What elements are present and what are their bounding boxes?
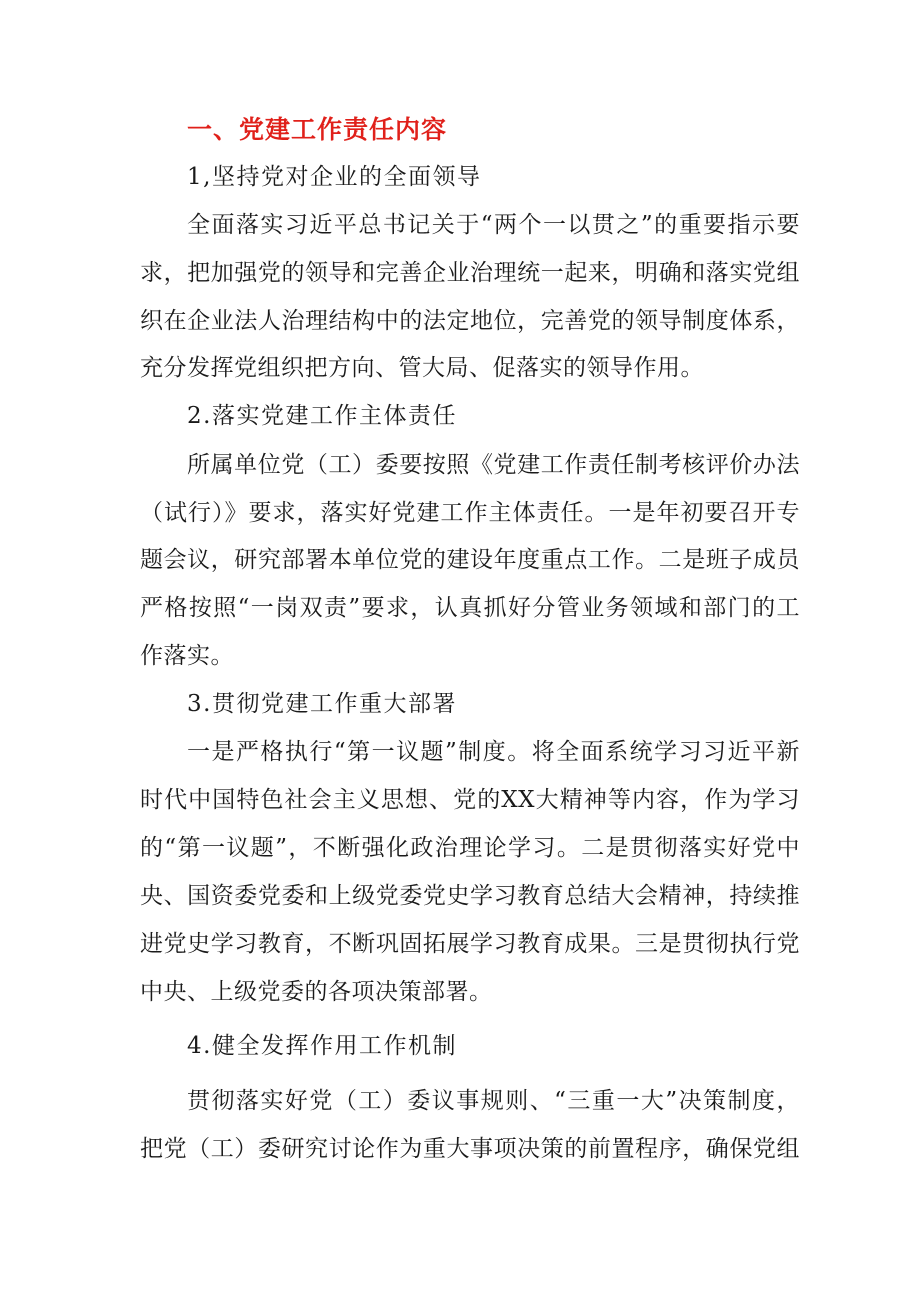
paragraph-line: 所属单位党（工）委要按照《党建工作责任制考核评价办法 [187,452,800,478]
paragraph-line: 织在企业法人治理结构中的法定地位，完善党的领导制度体系， [140,308,800,334]
section-title: 一、党建工作责任内容 [187,115,448,144]
paragraph-line: 全面落实习近平总书记关于“两个一以贯之”的重要指示要 [187,212,800,238]
paragraph-line: 求，把加强党的领导和完善企业治理统一起来，明确和落实党组 [140,260,800,286]
paragraph-line: 的“第一议题”，不断强化政治理论学习。二是贯彻落实好党中 [140,835,800,861]
item-heading-1: 1,坚持党对企业的全面领导 [187,164,482,190]
paragraph-line: 严格按照“一岗双责”要求，认真抓好分管业务领域和部门的工 [140,595,800,621]
item-heading-2: 2.落实党建工作主体责任 [187,403,457,429]
item-heading-3: 3.贯彻党建工作重大部署 [187,691,457,717]
paragraph-line: 作落实。 [140,643,234,669]
paragraph-line: 央、国资委党委和上级党委党史学习教育总结大会精神，持续推 [140,883,800,909]
paragraph-line: （试行）》要求，落实好党建工作主体责任。一是年初要召开专 [140,500,800,526]
paragraph-line: 充分发挥党组织把方向、管大局、促落实的领导作用。 [140,355,704,381]
paragraph-line: 题会议，研究部署本单位党的建设年度重点工作。二是班子成员 [140,547,800,573]
paragraph-line: 贯彻落实好党（工）委议事规则、“三重一大”决策制度， [187,1088,800,1114]
paragraph-line: 中央、上级党委的各项决策部署。 [140,979,493,1005]
paragraph-line: 一是严格执行“第一议题”制度。将全面系统学习习近平新 [187,739,800,765]
item-heading-4: 4.健全发挥作用工作机制 [187,1033,457,1059]
paragraph-line: 进党史学习教育，不断巩固拓展学习教育成果。三是贯彻执行党 [140,931,800,957]
paragraph-line: 把党（工）委研究讨论作为重大事项决策的前置程序，确保党组 [140,1136,800,1162]
paragraph-line: 时代中国特色社会主义思想、党的XX大精神等内容，作为学习 [140,787,800,813]
